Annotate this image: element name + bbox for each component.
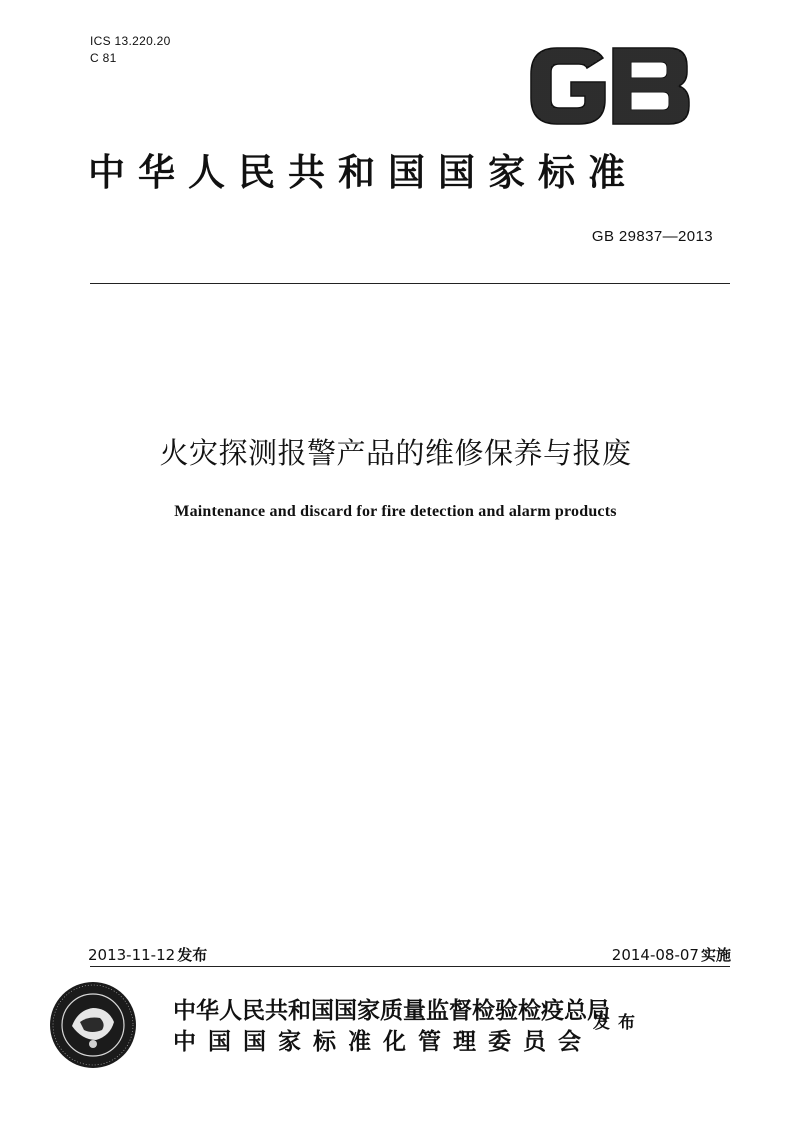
- standard-type-heading: 中华人民共和国国家标准: [88, 150, 638, 194]
- document-title-english: Maintenance and discard for fire detection and alarm products: [174, 503, 617, 520]
- official-seal-icon: [48, 980, 138, 1070]
- ics-code: ICS 13.220.20: [90, 34, 171, 48]
- document-title-chinese: 火灾探测报警产品的维修保养与报废: [159, 436, 632, 470]
- ccs-code: C 81: [90, 51, 117, 65]
- implementation-date-line: [612, 944, 731, 965]
- gb-logo: [527, 44, 692, 128]
- bottom-divider: [90, 966, 730, 967]
- issue-date-line: [88, 944, 207, 965]
- top-divider: [90, 283, 730, 284]
- issue-date: 2013-11-12: [88, 946, 176, 964]
- standard-number: GB 29837—2013: [591, 228, 713, 245]
- issue-label: 发布: [177, 946, 208, 964]
- issuer-line-2: 中国国家标准化管理委员会: [173, 1028, 593, 1055]
- implementation-label: 实施: [700, 946, 731, 964]
- implementation-date: 2014-08-07: [611, 946, 699, 964]
- issuer-line-1: 中华人民共和国国家质量监督检验检疫总局: [173, 997, 610, 1024]
- classification-codes: [90, 33, 171, 67]
- publish-label: 发布: [593, 1013, 643, 1033]
